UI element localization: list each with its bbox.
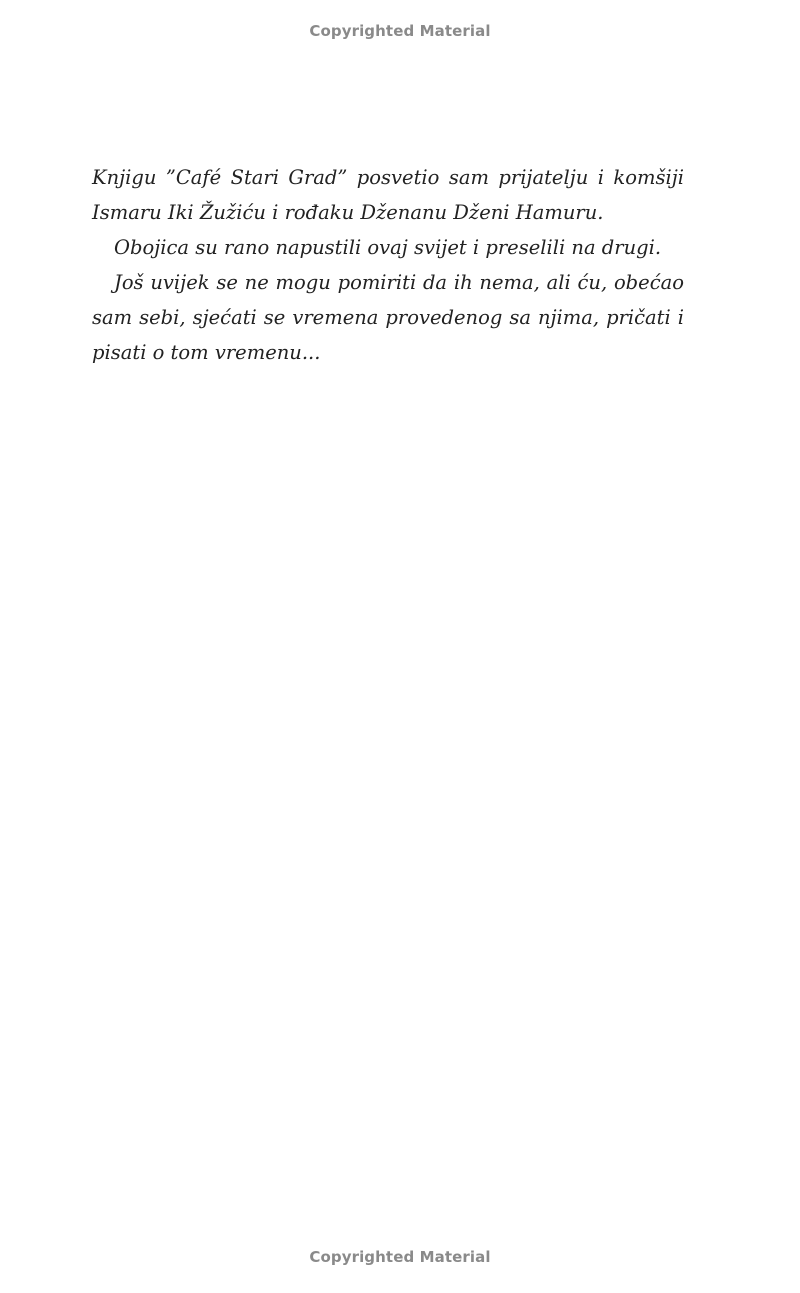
dedication-paragraph: Knjigu ”Café Stari Grad” posvetio sam prijatelju i komšiji Ismaru Iki Žužiću i rođaku Dženanu Dženi Hamuru. [92,166,684,224]
watermark-bottom: Copyrighted Material [309,1248,491,1266]
dedication-paragraph: Obojica su rano napustili ovaj svijet i preselili na drugi. [114,236,662,259]
watermark-top: Copyrighted Material [309,22,491,40]
dedication-text [92,160,684,370]
dedication-paragraph: Još uvijek se ne mogu pomiriti da ih nema, ali ću, obećao sam sebi, sjećati se vremena provedenog sa njima, pričati i pisati o tom vremenu... [92,271,684,364]
